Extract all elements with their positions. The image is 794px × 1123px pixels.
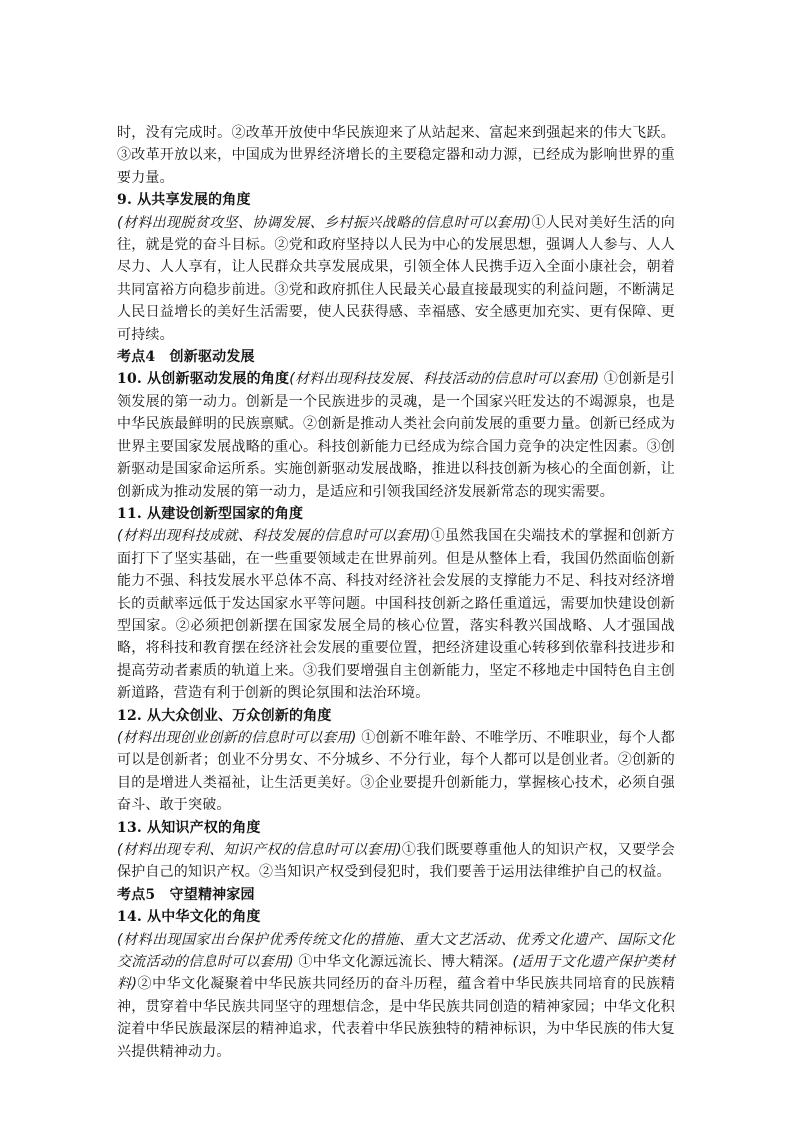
topic-heading: 考点5 守望精神家园 (117, 886, 255, 903)
usage-note: (材料出现科技成就、科技发展的信息时可以套用) (117, 528, 431, 545)
paragraph-text: ①创新不唯年龄、不唯学历、不唯职业，每个人都可以是创新者；创业不分男女、不分城乡、不分行业，每个人都可以是创业者。②创新的目的是增进人类福祉，让生活更美好。③企业要提升创新能力，掌握核心技术，必须自强奋斗、敢于突破。 (117, 729, 675, 814)
paragraph-text: ②中华文化凝聚着中华民族共同经历的奋斗历程，蕴含着中华民族共同培育的民族精神，贯穿着中华民族共同坚守的理想信念，是中华民族共同创造的精神家园；中华文化积淀着中华民族最深层的精神追求，代表着中华民族独特的精神标识，为中华民族的伟大复兴提供精神动力。 (117, 976, 675, 1060)
section-heading: 11. 从建设创新型国家的角度 (117, 505, 304, 522)
usage-note: (材料出现脱贫攻坚、协调发展、乡村振兴战略的信息时可以套用) (117, 214, 532, 231)
paragraph-text: ①我们既要尊重他人的知识产权，又要学会保护自己的知识产权。②当知识产权受到侵犯时，我们要善于运用法律维护自己的权益。 (117, 842, 675, 881)
usage-note: (材料出现科技发展、科技活动的信息时可以套用) (289, 371, 600, 388)
usage-note: (适用于文化遗产保护类材料) (117, 954, 675, 993)
paragraph (117, 727, 675, 817)
paragraph-text: 时，没有完成时。②改革开放使中华民族迎来了从站起来、富起来到强起来的伟大飞跃。③改革开放以来，中国成为世界经济增长的主要稳定器和动力源，已经成为影响世界的重要力量。 (117, 125, 675, 186)
usage-note: (材料出现国家出台保护优秀传统文化的措施、重大文艺活动、优秀文化遗产、国际文化交流活动的信息时可以套用) (117, 931, 675, 971)
usage-note: (材料出现创业创新的信息时可以套用) (117, 729, 357, 746)
section-heading: 12. 从大众创业、万众创新的角度 (117, 707, 332, 724)
paragraph (117, 839, 675, 884)
section-heading-inline: 10. 从创新驱动发展的角度 (117, 371, 290, 388)
paragraph (117, 525, 675, 704)
paragraph-text: ①中华文化源远流长、博大精深。 (293, 954, 513, 971)
paragraph-text: ①创新是引领发展的第一动力。创新是一个民族进步的灵魂，是一个国家兴旺发达的不竭源泉，也是中华民族最鲜明的民族禀赋。②创新是推动人类社会向前发展的重要力量。创新已经成为世界主要国家发展战略的重心。科技创新能力已经成为综合国力竞争的决定性因素。③创新驱动是国家命运所系。实施创新驱动发展战略，推进以科技创新为核心的全面创新，让创新成为推动发展的第一动力，是适应和引领我国经济发展新常态的现实需要。 (117, 371, 676, 500)
section-heading: 14. 从中华文化的角度 (117, 909, 261, 926)
topic-heading: 考点4 创新驱动发展 (117, 349, 255, 366)
section-heading: 13. 从知识产权的角度 (117, 819, 261, 836)
document-page (117, 122, 675, 1063)
usage-note: (材料出现专利、知识产权的信息时可以套用) (117, 842, 402, 858)
paragraph (117, 929, 675, 1063)
paragraph-text: ①人民对美好生活的向往，就是党的奋斗目标。②党和政府坚持以人民为中心的发展思想，强调人人参与、人人尽力、人人享有，让人民群众共享发展成果，引领全体人民携手迈入全面小康社会，朝着共同富裕方向稳步前进。③党和政府抓住人民最关心最直接最现实的利益问题，不断满足人民日益增长的美好生活需要，使人民获得感、幸福感、安全感更加充实、更有保障、更可持续。 (117, 214, 675, 343)
paragraph (117, 212, 675, 346)
paragraph (117, 368, 675, 502)
paragraph (117, 122, 675, 189)
section-heading: 9. 从共享发展的角度 (117, 192, 251, 209)
paragraph-text: ①虽然我国在尖端技术的掌握和创新方面打下了坚实基础，在一些重要领域走在世界前列。但是从整体上看，我国仍然面临创新能力不强、科技发展水平总体不高、科技对经济社会发展的支撑能力不足、科技对经济增长的贡献率远低于发达国家水平等问题。中国科技创新之路任重道远，需要加快建设创新型国家。②必须把创新摆在国家发展全局的核心位置，落实科教兴国战略、人才强国战略，将科技和教育摆在经济社会发展的重要位置，把经济建设重心转移到依靠科技进步和提高劳动者素质的轨道上来。③我们要增强自主创新能力，坚定不移地走中国特色自主创新道路，营造有利于创新的舆论氛围和法治环境。 (117, 528, 675, 702)
